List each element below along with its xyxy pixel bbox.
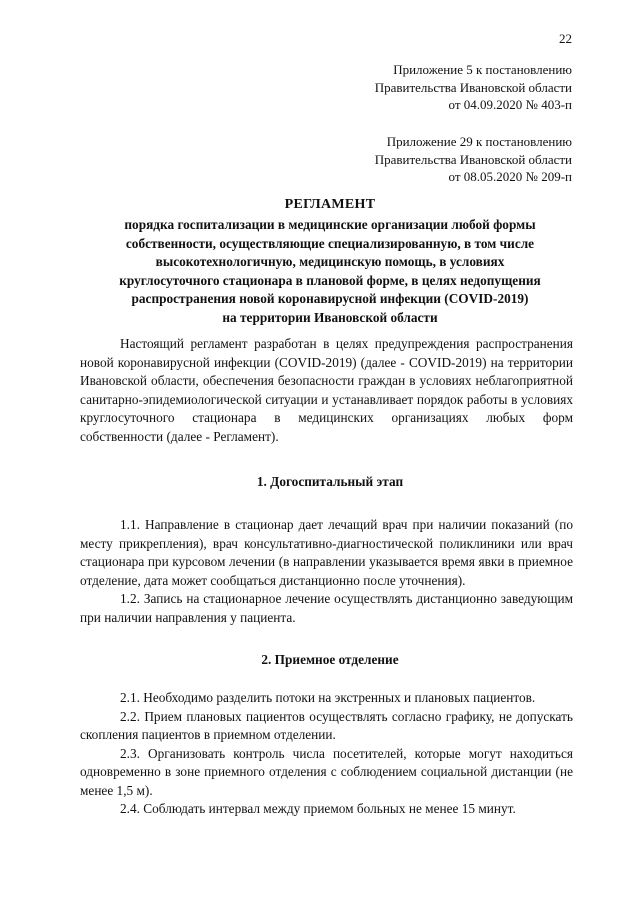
subtitle-line-3: высокотехнологичную, медицинскую помощь, в условиях bbox=[155, 254, 505, 269]
section-2-body bbox=[80, 689, 573, 819]
document-subtitle bbox=[80, 216, 580, 327]
subtitle-line-5: распространения новой коронавирусной инфекции (COVID-2019) bbox=[131, 291, 529, 306]
appendix-2-line-2: Правительства Ивановской области bbox=[374, 151, 572, 167]
appendix-2-line-3: от 08.05.2020 № 209-п bbox=[448, 169, 572, 184]
appendix-1-line-2: Правительства Ивановской области bbox=[374, 79, 572, 95]
section-2-paragraph-4: 2.4. Соблюдать интервал между приемом больных не менее 15 минут. bbox=[120, 801, 516, 816]
page-number: 22 bbox=[559, 31, 572, 46]
intro-block bbox=[80, 335, 573, 446]
section-1-body bbox=[80, 516, 573, 627]
appendix-1-line-3: от 04.09.2020 № 403-п bbox=[448, 97, 572, 112]
appendix-2-line-1: Приложение 29 к постановлению bbox=[386, 134, 572, 149]
appendix-1-line-1: Приложение 5 к постановлению bbox=[393, 62, 572, 77]
section-2-title: 2. Приемное отделение bbox=[261, 652, 399, 667]
appendix-note-2 bbox=[375, 133, 572, 186]
intro-paragraph: Настоящий регламент разработан в целях предупреждения распространения новой коронавирусной инфекции (COVID-2019) (далее - COVID-2019) на территории Ивановской области, обеспечения безопасности граждан в условиях неблагоприятной санитарно-эпидемиологической ситуации и устанавливает порядок работы в условиях круглосуточного стационара в медицинских организациях любых форм собственности (далее - Регламент). bbox=[80, 336, 573, 444]
subtitle-line-6: на территории Ивановской области bbox=[222, 309, 438, 325]
section-2-paragraph-3: 2.3. Организовать контроль числа посетителей, которые могут находиться одновременно в зоне приемного отделения с соблюдением социальной дистанции (не менее 1,5 м). bbox=[80, 745, 573, 798]
section-2-paragraph-2: 2.2. Прием плановых пациентов осуществлять согласно графику, не допускать скопления пациентов в приемном отделении. bbox=[80, 708, 573, 742]
subtitle-line-2: собственности, осуществляющие специализированную, в том числе bbox=[125, 235, 535, 251]
section-1-paragraph-1: 1.1. Направление в стационар дает лечащий врач при наличии показаний (по месту прикрепления), врач консультативно-диагностической поликлиники или врач стационара при курсовом лечении (в направлении указывается время явки в приемное отделение, дата может сообщаться дистанционно после уточнения). bbox=[80, 517, 573, 588]
section-1-paragraph-2: 1.2. Запись на стационарное лечение осуществлять дистанционно заведующим при наличии направления у пациента. bbox=[80, 591, 573, 625]
subtitle-line-4: круглосуточного стационара в плановой форме, в целях недопущения bbox=[119, 272, 541, 288]
subtitle-line-1: порядка госпитализации в медицинские организации любой формы bbox=[124, 217, 536, 232]
section-1-title: 1. Догоспитальный этап bbox=[256, 474, 404, 489]
document-title: РЕГЛАМЕНТ bbox=[284, 197, 376, 212]
section-2-paragraph-1: 2.1. Необходимо разделить потоки на экстренных и плановых пациентов. bbox=[120, 690, 536, 705]
appendix-note-1 bbox=[375, 61, 572, 114]
